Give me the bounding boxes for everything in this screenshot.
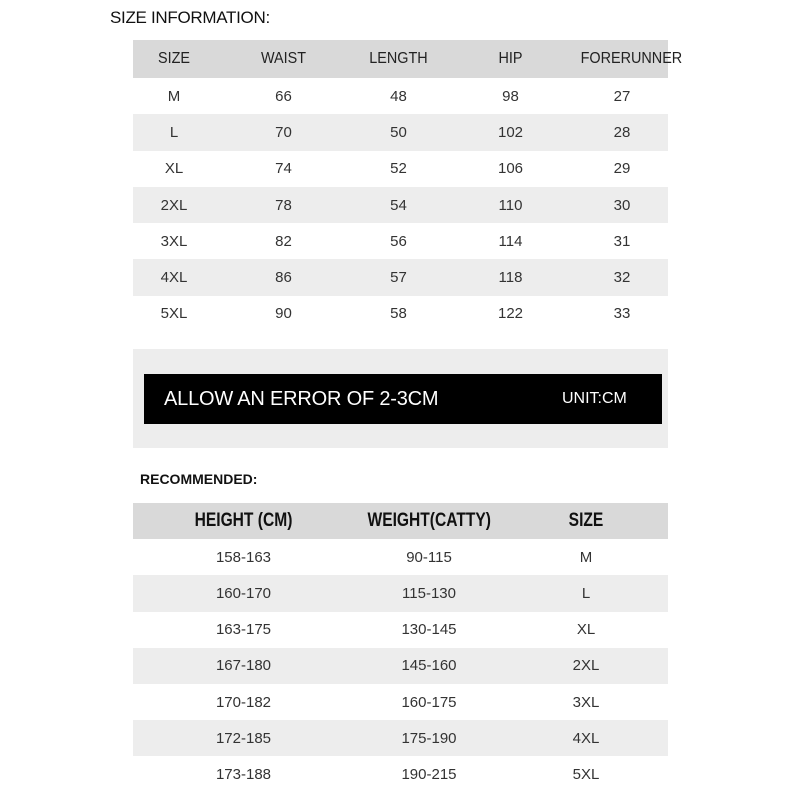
size-cell: 3XL [160,232,188,250]
waist-cell: 90 [275,305,292,323]
table-row [133,223,668,259]
hip-cell: 98 [502,87,519,105]
hip-cell: 122 [497,305,524,323]
table-row [133,756,668,792]
table-row [133,78,668,114]
size-cell: 5XL [160,305,188,323]
size-cell: 2XL [572,657,600,675]
forerunner-cell: 32 [613,269,631,287]
table-row [133,539,668,575]
weight-cell: 175-190 [401,729,457,747]
height-cell: 163-175 [215,621,272,639]
forerunner-cell: 33 [613,305,631,323]
height-cell: 173-188 [215,765,272,783]
rec-header-weight: WEIGHT(CATTY) [367,510,491,532]
table-row [133,151,668,187]
length-cell: 58 [390,305,407,323]
length-cell: 57 [390,269,407,287]
size-information-title: SIZE INFORMATION: [110,8,270,27]
size-cell: M [167,87,181,105]
rec-header-height: HEIGHT (CM) [194,510,293,532]
table-row [133,187,668,223]
forerunner-cell: 31 [613,232,631,250]
rec-header-size: SIZE [568,510,604,532]
height-cell: 172-185 [215,729,272,747]
waist-cell: 70 [275,123,292,141]
size-cell: 5XL [572,765,600,783]
waist-cell: 82 [275,232,292,250]
hip-cell: 102 [497,123,524,141]
table-row [133,648,668,684]
length-cell: 56 [390,232,407,250]
size-cell: M [579,548,593,566]
error-banner [144,374,662,424]
size-header-size: SIZE [157,50,191,67]
height-cell: 158-163 [215,548,272,566]
forerunner-cell: 29 [613,160,631,178]
size-cell: 4XL [160,269,188,287]
hip-cell: 118 [498,269,523,287]
length-cell: 50 [390,123,407,141]
length-cell: 48 [390,87,407,105]
weight-cell: 90-115 [406,548,452,566]
height-cell: 160-170 [215,584,272,602]
forerunner-cell: 27 [613,87,631,105]
height-cell: 167-180 [215,657,272,675]
table-row [133,296,668,332]
waist-cell: 74 [275,160,292,178]
unit-text: UNIT:CM [562,390,627,407]
size-header-length: LENGTH [369,50,428,67]
table-row [133,720,668,756]
forerunner-cell: 28 [613,123,631,141]
size-cell: XL [576,621,596,639]
table-row [133,114,668,150]
error-tolerance-text: ALLOW AN ERROR OF 2-3CM [164,388,439,410]
size-cell: L [581,584,591,602]
recommended-title: RECOMMENDED: [140,471,258,487]
size-header-waist: WAIST [260,50,307,67]
recommended-table [133,503,668,793]
size-header-hip: HIP [498,50,523,67]
length-cell: 54 [390,196,407,214]
size-information-table [133,40,683,332]
weight-cell: 190-215 [401,765,457,783]
table-row [133,684,668,720]
height-cell: 170-182 [215,693,272,711]
waist-cell: 78 [275,196,292,214]
weight-cell: 115-130 [402,584,456,602]
size-cell: 2XL [160,196,188,214]
weight-cell: 160-175 [401,693,457,711]
size-table-header-row [133,40,683,78]
hip-cell: 110 [498,196,523,214]
weight-cell: 145-160 [401,657,457,675]
size-cell: 4XL [572,729,600,747]
recommended-table-header-row [133,503,668,539]
table-row [133,612,668,648]
size-cell: L [169,123,179,141]
hip-cell: 106 [497,160,524,178]
waist-cell: 66 [275,87,292,105]
size-cell: 3XL [572,693,600,711]
table-row [133,259,668,295]
hip-cell: 114 [498,232,523,250]
forerunner-cell: 30 [613,196,631,214]
weight-cell: 130-145 [401,621,457,639]
length-cell: 52 [390,160,407,178]
waist-cell: 86 [275,269,292,287]
size-header-forerunner: FORERUNNER [580,50,683,67]
size-cell: XL [164,160,184,178]
table-row [133,575,668,611]
